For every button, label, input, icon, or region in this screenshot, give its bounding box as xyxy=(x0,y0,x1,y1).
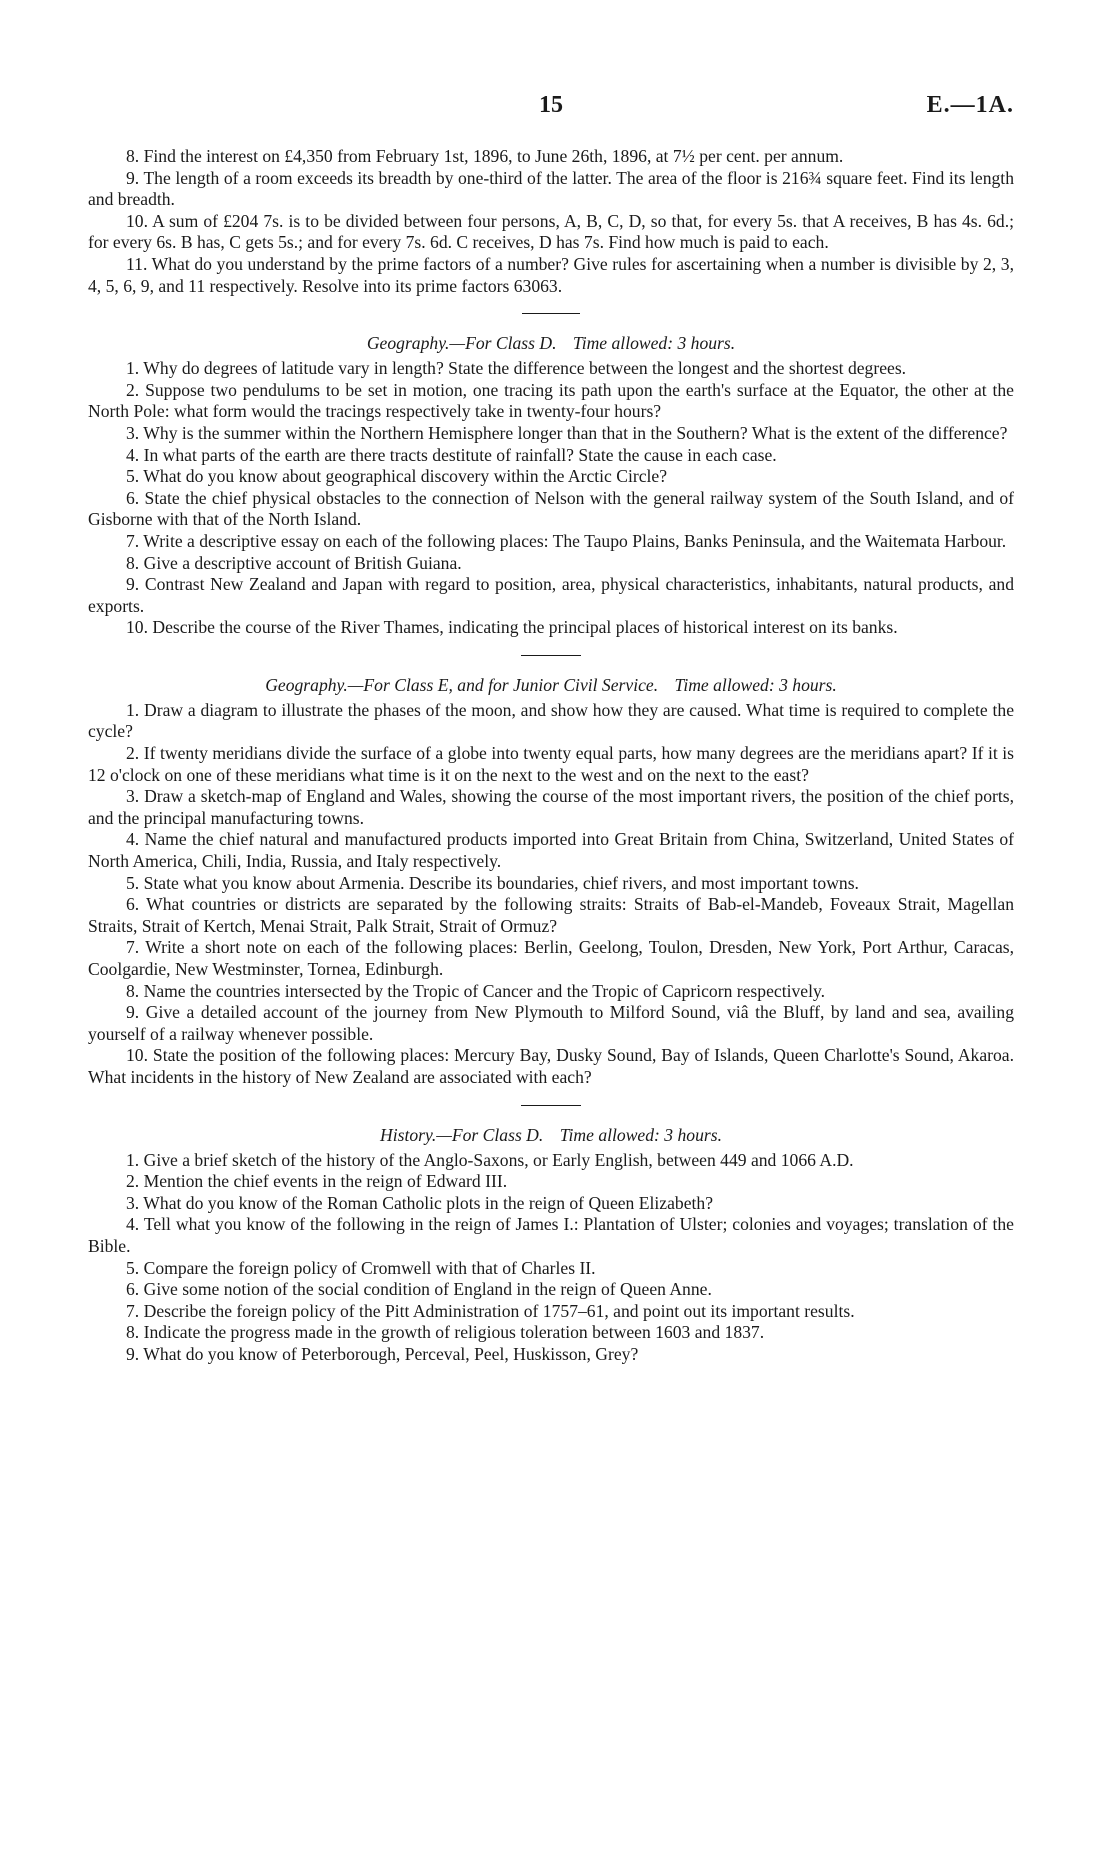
question: 10. State the position of the following places: Mercury Bay, Dusky Sound, Bay of Islands, Queen Charlotte's Sound, Akaroa. What incidents in the history of New Zealand are associated with each? xyxy=(88,1045,1014,1087)
section-title: Geography.—For Class E, and for Junior Civil Service. xyxy=(265,674,659,695)
question: 7. Write a short note on each of the following places: Berlin, Geelong, Toulon, Dresden, New York, Port Arthur, Caracas, Coolgardie, New Westminster, Tornea, Edinburgh. xyxy=(88,937,1014,979)
report-code: E.—1A. xyxy=(926,92,1014,118)
question: 9. Contrast New Zealand and Japan with regard to position, area, physical characteristics, inhabitants, natural products, and exports. xyxy=(88,574,1014,616)
question: 2. Suppose two pendulums to be set in motion, one tracing its path upon the earth's surface at the Equator, the other at the North Pole: what form would the tracings respectively take in twenty-four hours? xyxy=(88,379,1014,422)
section-divider xyxy=(521,1105,581,1106)
section-heading xyxy=(88,674,1014,696)
question: 4. Name the chief natural and manufactured products imported into Great Britain from China, Switzerland, United States of North America, Chili, India, Russia, and Italy respectively. xyxy=(88,829,1014,872)
question: 6. State the chief physical obstacles to the connection of Nelson with the general railway system of the South Island, and of Gisborne with that of the North Island. xyxy=(88,487,1014,530)
question: 5. Compare the foreign policy of Cromwell with that of Charles II. xyxy=(126,1257,596,1278)
geography-d-questions xyxy=(88,358,1014,639)
question: 4. In what parts of the earth are there tracts destitute of rainfall? State the cause in each case. xyxy=(126,444,777,465)
question: 8. Find the interest on £4,350 from February 1st, 1896, to June 26th, 1896, at 7½ per cent. per annum. xyxy=(126,146,844,166)
arithmetic-questions xyxy=(88,146,1014,297)
page-header xyxy=(88,92,1014,132)
question: 7. Write a descriptive essay on each of the following places: The Taupo Plains, Banks Peninsula, and the Waitemata Harbour. xyxy=(126,530,1007,551)
question: 7. Describe the foreign policy of the Pitt Administration of 1757–61, and point out its important results. xyxy=(126,1300,855,1321)
page xyxy=(88,92,1014,1366)
history-d-questions xyxy=(88,1150,1014,1366)
section-title: Geography.—For Class D. xyxy=(366,333,557,354)
question: 1. Give a brief sketch of the history of the Anglo-Saxons, or Early English, between 449 and 1066 A.D. xyxy=(126,1149,854,1170)
geography-e-questions xyxy=(88,700,1014,1089)
section-heading xyxy=(88,1124,1014,1146)
question: 1. Why do degrees of latitude vary in length? State the difference between the longest and the shortest degrees. xyxy=(126,358,907,379)
question: 9. The length of a room exceeds its breadth by one-third of the latter. The area of the floor is 216¾ square feet. Find its length and breadth. xyxy=(88,167,1014,210)
question: 4. Tell what you know of the following in the reign of James I.: Plantation of Ulster; colonies and voyages; translation of the Bible. xyxy=(88,1214,1014,1256)
question: 1. Draw a diagram to illustrate the phases of the moon, and show how they are caused. What time is required to complete the cycle? xyxy=(88,699,1014,742)
question: 8. Give a descriptive account of British Guiana. xyxy=(126,552,462,573)
section-divider xyxy=(522,313,580,314)
section-heading xyxy=(88,332,1014,354)
question: 5. State what you know about Armenia. Describe its boundaries, chief rivers, and most important towns. xyxy=(126,872,859,893)
question: 9. Give a detailed account of the journey from New Plymouth to Milford Sound, viâ the Bluff, by land and sea, availing yourself of a railway whenever possible. xyxy=(88,1002,1015,1044)
question: 10. Describe the course of the River Thames, indicating the principal places of historical interest on its banks. xyxy=(126,617,898,638)
question: 11. What do you understand by the prime factors of a number? Give rules for ascertaining when a number is divisible by 2, 3, 4, 5, 6, 9, and 11 respectively. Resolve into its prime factors 63063. xyxy=(88,253,1014,296)
question: 3. Draw a sketch-map of England and Wales, showing the course of the most important rivers, the position of the chief ports, and the principal manufacturing towns. xyxy=(88,786,1014,828)
question: 6. What countries or districts are separated by the following straits: Straits of Bab-el-Mandeb, Foveaux Strait, Magellan Straits, Strait of Kertch, Menai Strait, Palk Strait, Strait of Ormuz? xyxy=(88,894,1014,936)
question: 8. Indicate the progress made in the growth of religious toleration between 1603 and 1837. xyxy=(126,1322,765,1343)
question: 8. Name the countries intersected by the Tropic of Cancer and the Tropic of Capricorn respectively. xyxy=(126,980,826,1001)
section-time: Time allowed: 3 hours. xyxy=(674,674,837,695)
section-divider xyxy=(521,655,581,656)
question: 3. What do you know of the Roman Catholic plots in the reign of Queen Elizabeth? xyxy=(126,1192,713,1213)
page-number: 15 xyxy=(539,92,563,118)
question: 2. Mention the chief events in the reign of Edward III. xyxy=(126,1171,508,1192)
question: 10. A sum of £204 7s. is to be divided between four persons, A, B, C, D, so that, for every 5s. that A receives, B has 4s. 6d.; for every 6s. B has, C gets 5s.; and for every 7s. 6d. C receives, D has 7s. Find how much is paid to each. xyxy=(88,210,1014,253)
question: 5. What do you know about geographical discovery within the Arctic Circle? xyxy=(126,466,668,487)
question: 9. What do you know of Peterborough, Perceval, Peel, Huskisson, Grey? xyxy=(126,1343,639,1364)
section-time: Time allowed: 3 hours. xyxy=(572,333,736,354)
section-time: Time allowed: 3 hours. xyxy=(559,1124,722,1145)
question: 6. Give some notion of the social condition of England in the reign of Queen Anne. xyxy=(126,1279,712,1300)
question: 3. Why is the summer within the Northern Hemisphere longer than that in the Southern? What is the extent of the difference? xyxy=(126,422,1008,443)
question: 2. If twenty meridians divide the surface of a globe into twenty equal parts, how many degrees are the meridians apart? If it is 12 o'clock on one of these meridians what time is it on the next to the west and on the next to the east? xyxy=(88,743,1014,785)
section-title: History.—For Class D. xyxy=(380,1124,544,1145)
